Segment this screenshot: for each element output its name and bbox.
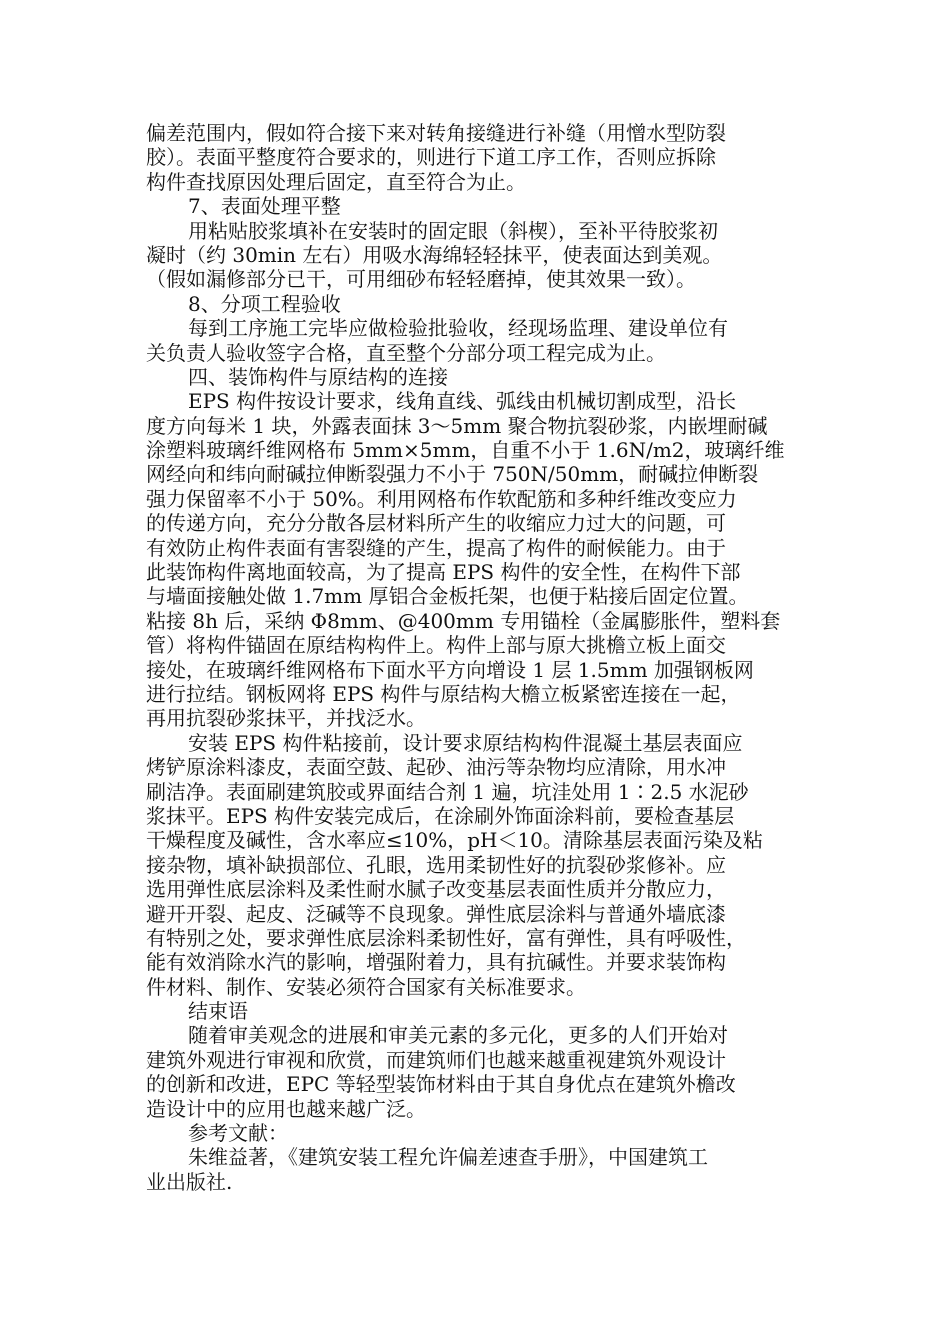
text-line: 随着审美观念的进展和审美元素的多元化，更多的人们开始对 [188, 1023, 728, 1048]
text-line: 用粘贴胶浆填补在安装时的固定眼（斜楔），至补平待胶浆初 [188, 218, 718, 243]
text-line: 凝时（约 30min 左右）用吸水海绵轻轻抹平，使表面达到美观。 [146, 242, 723, 267]
text-line: 构件查找原因处理后固定，直至符合为止。 [146, 169, 526, 194]
reference-item: 朱维益著，《建筑安装工程允许偏差速查手册》，中国建筑工 [188, 1145, 708, 1170]
text-line: 选用弹性底层涂料及柔性耐水腻子改变基层表面性质并分散应力， [146, 877, 726, 902]
text-line: 与墙面接触处做 1.7mm 厚铝合金板托架，也便于粘接后固定位置。 [146, 584, 749, 609]
text-line: 关负责人验收签字合格，直至整个分部分项工程完成为止。 [146, 340, 666, 365]
text-line: 此装饰构件离地面较高，为了提高 EPS 构件的安全性，在构件下部 [146, 560, 741, 585]
text-line: 接杂物，填补缺损部位、孔眼，选用柔韧性好的抗裂砂浆修补。应 [146, 852, 726, 877]
text-line: 每到工序施工完毕应做检验批验收，经现场监理、建设单位有 [188, 316, 728, 341]
section-heading: 7、表面处理平整 [188, 194, 341, 219]
text-line: 粘接 8h 后，采纳 Φ8mm、@400mm 专用锚栓（金属膨胀件，塑料套 [146, 608, 781, 633]
section-heading: 四、装饰构件与原结构的连接 [188, 364, 448, 389]
text-line: 浆抹平。EPS 构件安装完成后，在涂刷外饰面涂料前，要检查基层 [146, 803, 735, 828]
section-heading: 参考文献： [188, 1121, 288, 1146]
text-line: 有特别之处，要求弹性底层涂料柔韧性好，富有弹性，具有呼吸性， [146, 925, 746, 950]
text-line: 进行拉结。钢板网将 EPS 构件与原结构大檐立板紧密连接在一起， [146, 681, 741, 706]
text-line: 管）将构件锚固在原结构构件上。构件上部与原大挑檐立板上面交 [146, 633, 726, 658]
text-line: 避开开裂、起皮、泛碱等不良现象。弹性底层涂料与普通外墙底漆 [146, 901, 726, 926]
text-line: 烤铲原涂料漆皮，表面空鼓、起砂、油污等杂物均应清除，用水冲 [146, 755, 726, 780]
text-line: 安装 EPS 构件粘接前，设计要求原结构构件混凝土基层表面应 [188, 730, 743, 755]
text-line: 建筑外观进行审视和欣赏，而建筑师们也越来越重视建筑外观设计 [146, 1047, 726, 1072]
text-line: 偏差范围内，假如符合接下来对转角接缝进行补缝（用憎水型防裂 [146, 121, 726, 145]
text-line: 件材料、制作、安装必须符合国家有关标准要求。 [146, 974, 586, 999]
text-line: 涂塑料玻璃纤维网格布 5mm×5mm，自重不小于 1.6N/m2，玻璃纤维 [146, 438, 785, 463]
text-line: 有效防止构件表面有害裂缝的产生，提高了构件的耐候能力。由于 [146, 535, 726, 560]
text-line: 胶）。表面平整度符合要求的，则进行下道工序工作，否则应拆除 [146, 145, 716, 170]
text-line: 再用抗裂砂浆抹平，并找泛水。 [146, 706, 426, 731]
text-line: 能有效消除水汽的影响，增强附着力，具有抗碱性。并要求装饰构 [146, 950, 726, 975]
text-line: 接处，在玻璃纤维网格布下面水平方向增设 1 层 1.5mm 加强钢板网 [146, 657, 754, 682]
text-line: 干燥程度及碱性，含水率应≤10%，pH＜10。清除基层表面污染及粘 [146, 828, 763, 853]
text-line: 的创新和改进，EPC 等轻型装饰材料由于其自身优点在建筑外檐改 [146, 1072, 736, 1097]
section-heading: 8、分项工程验收 [188, 291, 341, 316]
text-line: 度方向每米 1 块，外露表面抹 3～5mm 聚合物抗裂砂浆，内嵌埋耐碱 [146, 413, 768, 438]
text-line: （假如漏修部分已干，可用细砂布轻轻磨掉，使其效果一致）。 [146, 267, 696, 292]
text-line: 的传递方向，充分分散各层材料所产生的收缩应力过大的问题，可 [146, 511, 726, 536]
text-line: 刷洁净。表面刷建筑胶或界面结合剂 1 遍，坑洼处用 1∶2.5 水泥砂 [146, 779, 749, 804]
section-heading: 结束语 [188, 999, 248, 1024]
text-line: 网经向和纬向耐碱拉伸断裂强力不小于 750N/50mm，耐碱拉伸断裂 [146, 462, 759, 487]
text-line: EPS 构件按设计要求，线角直线、弧线由机械切割成型，沿长 [188, 389, 737, 414]
reference-item: 业出版社. [146, 1169, 233, 1194]
text-line: 造设计中的应用也越来越广泛。 [146, 1096, 426, 1121]
document-body [146, 121, 806, 1194]
text-line: 强力保留率不小于 50%。利用网格布作软配筋和多种纤维改变应力 [146, 486, 737, 511]
